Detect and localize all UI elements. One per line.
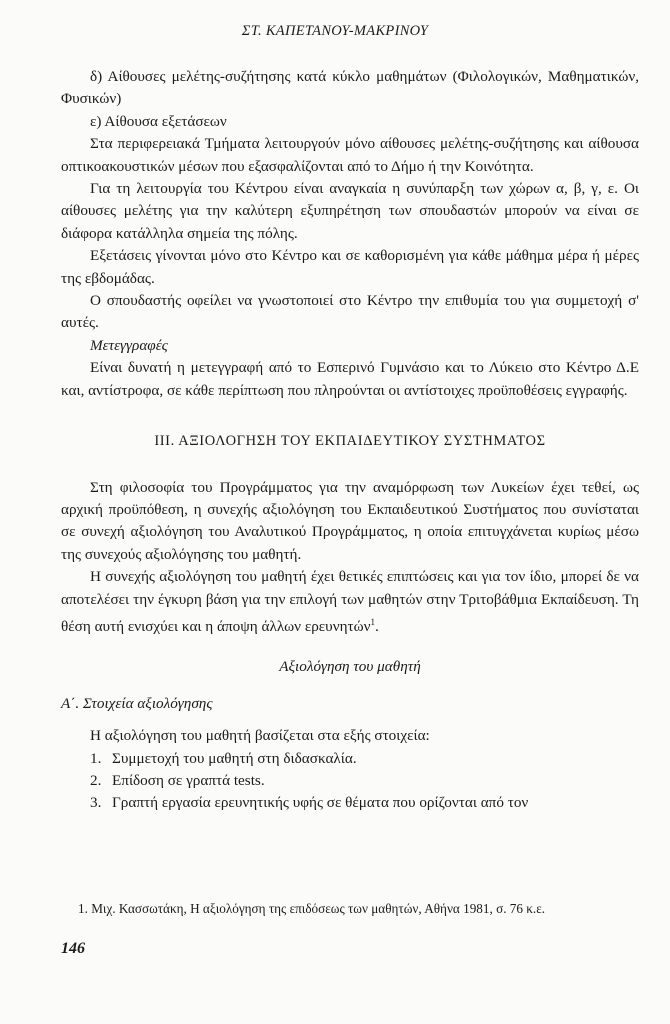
- list-item-text: Γραπτή εργασία ερευνητικής υφής σε θέματα που ορίζονται από τον: [112, 794, 529, 812]
- paragraph: δ) Αίθουσες μελέτης-συζήτησης κατά κύκλο μαθημάτων (Φιλολογικών, Μαθηματικών, Φυσικών): [61, 68, 639, 108]
- paragraph: Η συνεχής αξιολόγηση του μαθητή έχει θετικές επιπτώσεις και για τον ίδιο, μπορεί δε να αποτελέσει την έγκυρη βάση για την επιλογή των μαθητών στην Τριτοβάθμια Εκπαίδευση. Τη θέση αυτή ενισχύει και η άποψη άλλων ερευνητών$^1$.: [61, 568, 639, 635]
- page-number: 146: [61, 940, 85, 957]
- student-eval-heading: Αξιολόγηση του μαθητή: [279, 658, 421, 676]
- list-item-number: 3.: [90, 794, 102, 812]
- list-item-text: Επίδοση σε γραπτά tests.: [112, 772, 265, 790]
- subsection-heading: Α΄. Στοιχεία αξιολόγησης: [61, 694, 213, 712]
- list-item: [61, 792, 639, 814]
- footnote: 1. Μιχ. Κασσωτάκη, Η αξιολόγηση της επιδόσεως των μαθητών, Αθήνα 1981, σ. 76 κ.ε.: [78, 901, 546, 916]
- paragraph: Ο σπουδαστής οφείλει να γνωστοποιεί στο Κέντρο την επιθυμία του για συμμετοχή σ' αυτές.: [61, 292, 639, 332]
- running-head: ΣΤ. ΚΑΠΕΤΑΝΟΥ-ΜΑΚΡΙΝΟΥ: [241, 23, 429, 39]
- list-intro: Η αξιολόγηση του μαθητή βασίζεται στα εξής στοιχεία:: [90, 727, 430, 745]
- paragraph-text: Η συνεχής αξιολόγηση του μαθητή έχει θετικές επιπτώσεις και για τον ίδιο, μπορεί δε να αποτελέσει την έγκυρη βάση για την επιλογή των μαθητών στην Τριτοβάθμια Εκπαίδευση. Τη θέση αυτή ενισχύει και η άποψη άλλων ερευνητών: [61, 568, 639, 635]
- paragraph: Είναι δυνατή η μετεγγραφή από το Εσπερινό Γυμνάσιο και το Λύκειο στο Κέντρο Δ.Ε και, αντίστροφα, σε κάθε περίπτωση που πληρούνται οι αντίστοιχες προϋποθέσεις εγγραφής.: [61, 359, 639, 399]
- paragraph: Για τη λειτουργία του Κέντρου είναι αναγκαία η συνύπαρξη των χώρων α, β, γ, ε. Οι αίθουσες μελέτης για την καλύτερη εξυπηρέτηση των σπουδαστών μπορούν να είναι σε διάφορα κατάλληλα σημεία της πόλης.: [61, 180, 639, 242]
- body-text: [61, 66, 639, 815]
- footnote-marker: 1: [370, 616, 375, 627]
- list-item: [61, 748, 639, 770]
- list-item-number: 2.: [90, 772, 102, 790]
- list-item: [61, 770, 639, 792]
- list-item-number: 1.: [90, 749, 102, 767]
- paragraph: Εξετάσεις γίνονται μόνο στο Κέντρο και σε καθορισμένη για κάθε μάθημα μέρα ή μέρες της εβδομάδας.: [61, 247, 639, 287]
- transfers-heading: Μετεγγραφές: [90, 336, 168, 354]
- criteria-list: [61, 748, 639, 815]
- paragraph: ε) Αίθουσα εξετάσεων: [90, 112, 227, 130]
- paragraph: Στη φιλοσοφία του Προγράμματος για την αναμόρφωση των Λυκείων έχει τεθεί, ως αρχική προϋπόθεση, η συνεχής αξιολόγηση του Εκπαιδευτικού Συστήματος που συνίσταται σε συνεχή αξιολόγηση του Αναλυτικού Προγράμματος, η οποία επιτυγχάνεται κυρίως μέσω της συνεχούς αξιολόγησης του μαθητή.: [61, 478, 639, 563]
- section-heading: ΙΙΙ. ΑΞΙΟΛΟΓΗΣΗ ΤΟΥ ΕΚΠΑΙΔΕΥΤΙΚΟΥ ΣΥΣΤΗΜΑΤΟΣ: [154, 433, 546, 450]
- paragraph: Στα περιφερειακά Τμήματα λειτουργούν μόνο αίθουσες μελέτης-συζήτησης και αίθουσα οπτικοακουστικών μέσων που εξασφαλίζονται από το Δήμο ή την Κοινότητα.: [61, 135, 639, 175]
- list-item-text: Συμμετοχή του μαθητή στη διδασκαλία.: [112, 749, 357, 767]
